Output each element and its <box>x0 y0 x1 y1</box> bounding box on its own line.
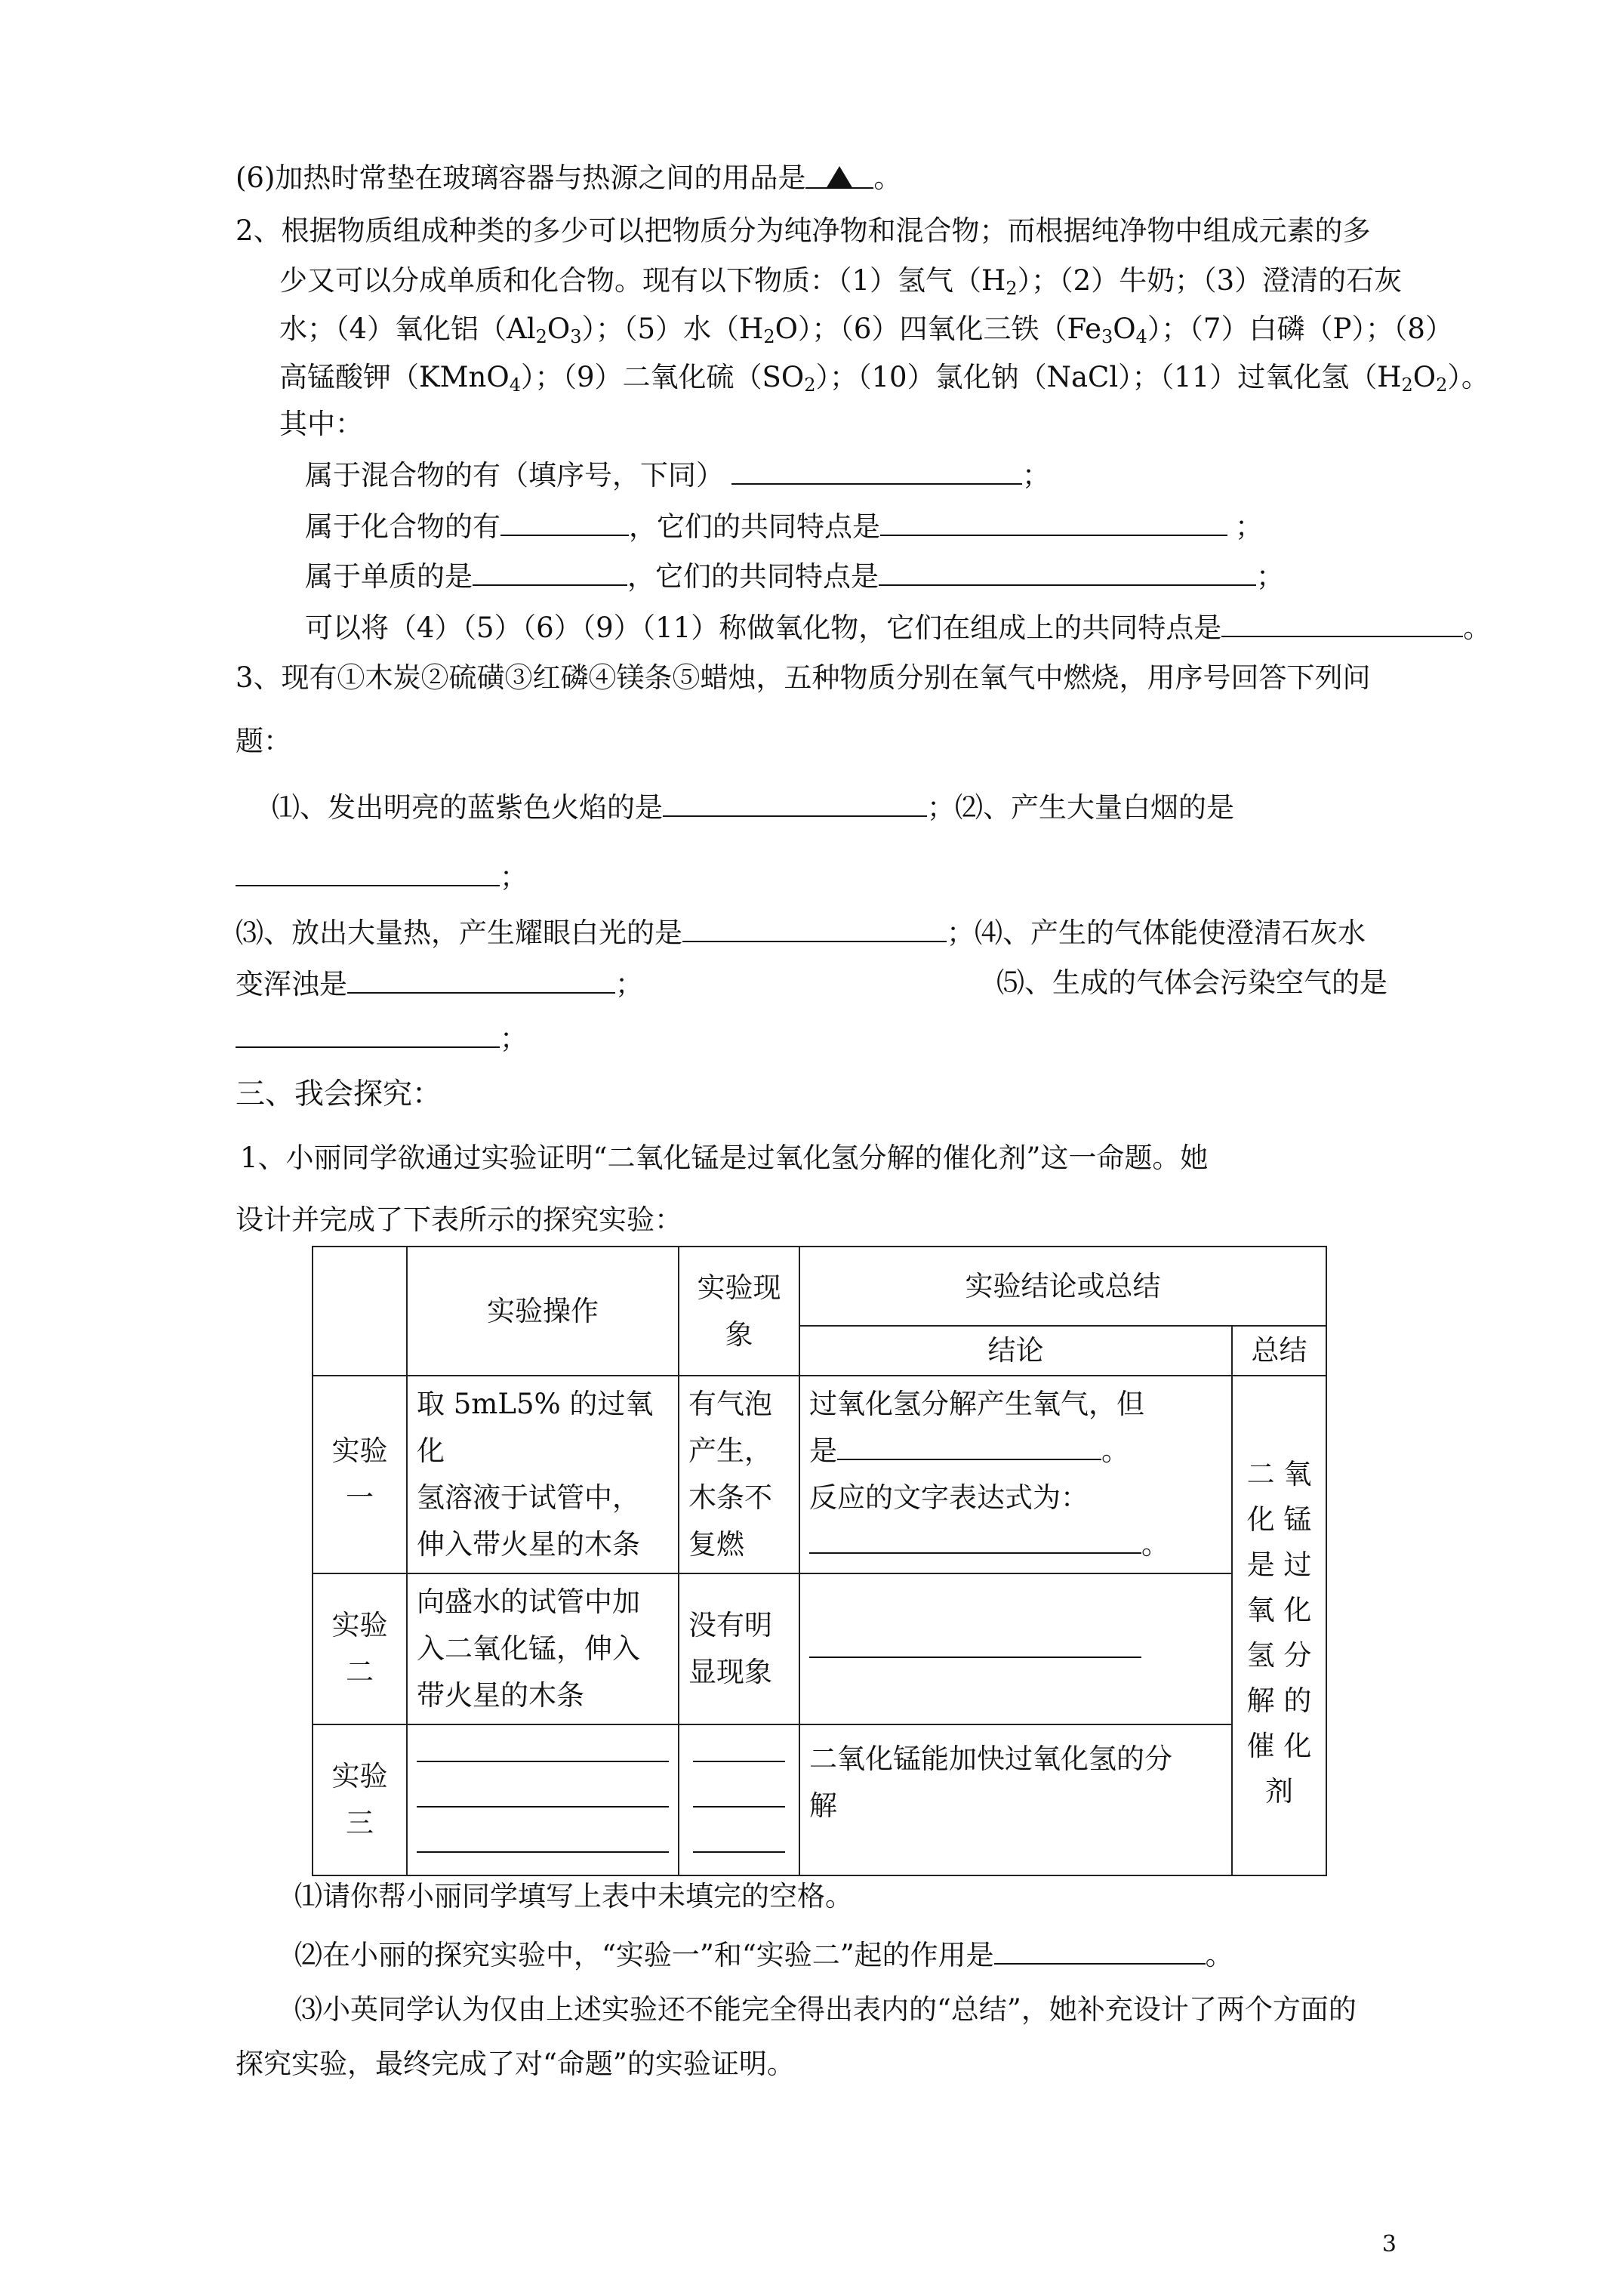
header-phenomenon: 实验现 象 <box>679 1247 799 1376</box>
q3-line2: 题： <box>236 725 291 757</box>
row1-name: 实验 一 <box>313 1376 407 1573</box>
subq-2: ⑵在小丽的探究实验中，“实验一”和“实验二”起的作用是 。 <box>294 1939 1233 1971</box>
q3-line1: 3、现有①木炭②硫磺③红磷④镁条⑤蜡烛，五种物质分别在氧气中燃烧，用序号回答下列问 <box>236 661 1371 694</box>
mixture-blank[interactable] <box>731 458 1022 485</box>
row1-equation-blank[interactable] <box>809 1527 1141 1554</box>
row2-operation: 向盛水的试管中加 入二氧化锰，伸入 带火星的木条 <box>407 1573 679 1724</box>
row3-conclusion: 二氧化锰能加快过氧化氢的分 解 <box>799 1724 1232 1875</box>
row3-phenomenon <box>679 1724 799 1875</box>
q3-part4b: 变浑浊是 ； <box>236 968 643 1000</box>
row3-operation <box>407 1724 679 1875</box>
row3-ph-blank-3[interactable] <box>693 1811 785 1853</box>
answer-blank[interactable] <box>805 162 873 189</box>
question-6: (6)加热时常垫在玻璃容器与热源之间的用品是 。 <box>236 162 902 194</box>
experiment-table <box>312 1246 1327 1876</box>
subq-1: ⑴请你帮小丽同学填写上表中未填完的空格。 <box>294 1880 853 1912</box>
q2-compound: 属于化合物的有 ，它们的共同特点是 ； <box>305 510 1263 543</box>
row2-conclusion-blank[interactable] <box>809 1631 1141 1658</box>
row2-phenomenon: 没有明 显现象 <box>679 1573 799 1724</box>
compound-blank[interactable] <box>500 509 629 536</box>
q2-mixture: 属于混合物的有（填序号，下同） ； <box>305 459 1050 492</box>
header-conclusion: 实验结论或总结 <box>799 1247 1326 1326</box>
q2-oxide: 可以将（4）（5）（6）（9）（11）称做氧化物，它们在组成上的共同特点是 。 <box>305 612 1492 644</box>
q3-part2-answer: ； <box>236 859 528 894</box>
summary-cell <box>1232 1376 1326 1875</box>
row3-name: 实验 三 <box>313 1724 407 1875</box>
page-number: 3 <box>1381 2231 1397 2257</box>
row1-conclusion: 过氧化氢分解产生氧气，但 是 。 反应的文字表达式为： 。 <box>799 1376 1232 1573</box>
row1-operation: 取 5mL5% 的过氧化 氢溶液于试管中， 伸入带火星的木条 <box>407 1376 679 1573</box>
q2-line1: 2、根据物质组成种类的多少可以把物质分为纯净物和混合物；而根据纯净物中组成元素的多 <box>236 214 1371 247</box>
q3-part5-answer: ； <box>236 1021 528 1056</box>
row3-op-blank-3[interactable] <box>417 1811 669 1853</box>
q31-line1: 1、小丽同学欲通过实验证明“二氧化锰是过氧化氢分解的催化剂”这一命题。她 <box>240 1142 1209 1174</box>
section-title: 三、我会探究： <box>236 1077 442 1111</box>
q2-line4: 高锰酸钾（KMnO$_4$）；（9）二氧化硫$(SO_2)$；（10）氯化钠（NaCl）；（11）过氧化氢$(H_2O_2)$。 <box>279 361 1489 396</box>
q31-line2: 设计并完成了下表所示的探究实验： <box>236 1203 682 1236</box>
q2-line5: 其中： <box>279 408 363 440</box>
row3-op-blank-1[interactable] <box>417 1744 669 1762</box>
white-light-blank[interactable] <box>682 915 947 942</box>
question-6-text: (6)加热时常垫在玻璃容器与热源之间的用品是 <box>236 162 806 194</box>
subq-3a: ⑶小英同学认为仅由上述实验还不能完全得出表内的“总结”，她补充设计了两个方面的 <box>294 1993 1357 2026</box>
row1-reason-blank[interactable] <box>837 1433 1101 1460</box>
blue-flame-blank[interactable] <box>663 790 927 817</box>
table-corner <box>313 1247 407 1376</box>
row3-ph-blank-2[interactable] <box>693 1765 785 1808</box>
element-blank[interactable] <box>473 559 627 586</box>
q2-element: 属于单质的是 ，它们的共同特点是 ； <box>305 560 1284 593</box>
triangle-icon <box>826 166 853 189</box>
q2-line3: 水；（4）氧化铝$(Al_2O_3)$；（5）水$(H_2O)$；（6）四氧化三铁$(Fe_3O_4)$；（7）白磷（P）；（8） <box>279 313 1453 347</box>
header-zongjie: 总结 <box>1232 1326 1326 1376</box>
subq-3b: 探究实验，最终完成了对“命题”的实验证明。 <box>236 2048 795 2080</box>
row3-op-blank-2[interactable] <box>417 1765 669 1808</box>
row3-ph-blank-1[interactable] <box>693 1744 785 1762</box>
white-smoke-blank[interactable] <box>236 859 500 886</box>
header-operation: 实验操作 <box>407 1247 679 1376</box>
q3-part1: ⑴、发出明亮的蓝紫色火焰的是 ；⑵、产生大量白烟的是 <box>272 791 1234 824</box>
q3-part3: ⑶、放出大量热，产生耀眼白光的是 ；⑷、产生的气体能使澄清石灰水 <box>236 917 1366 949</box>
pollution-blank[interactable] <box>236 1021 500 1048</box>
element-feature-blank[interactable] <box>879 559 1256 586</box>
q3-part5: ⑸、生成的气体会污染空气的是 <box>996 966 1387 999</box>
row1-phenomenon: 有气泡 产生， 木条不 复燃 <box>679 1376 799 1573</box>
summary-text: 二 氧 化 锰 是 过 氧 化 氢 分 解 的 催 化 剂 <box>1246 1458 1312 1808</box>
header-jielun: 结论 <box>799 1326 1232 1376</box>
q2-line2: 少又可以分成单质和化合物。现有以下物质：（1）氢气$(H_2)$；（2）牛奶；（3）澄清的石灰 <box>279 264 1403 299</box>
row2-conclusion <box>799 1573 1232 1724</box>
limewater-blank[interactable] <box>347 966 615 994</box>
compound-feature-blank[interactable] <box>880 509 1227 536</box>
oxide-feature-blank[interactable] <box>1221 610 1463 637</box>
row2-name: 实验 二 <box>313 1573 407 1724</box>
role-blank[interactable] <box>994 1937 1206 1965</box>
